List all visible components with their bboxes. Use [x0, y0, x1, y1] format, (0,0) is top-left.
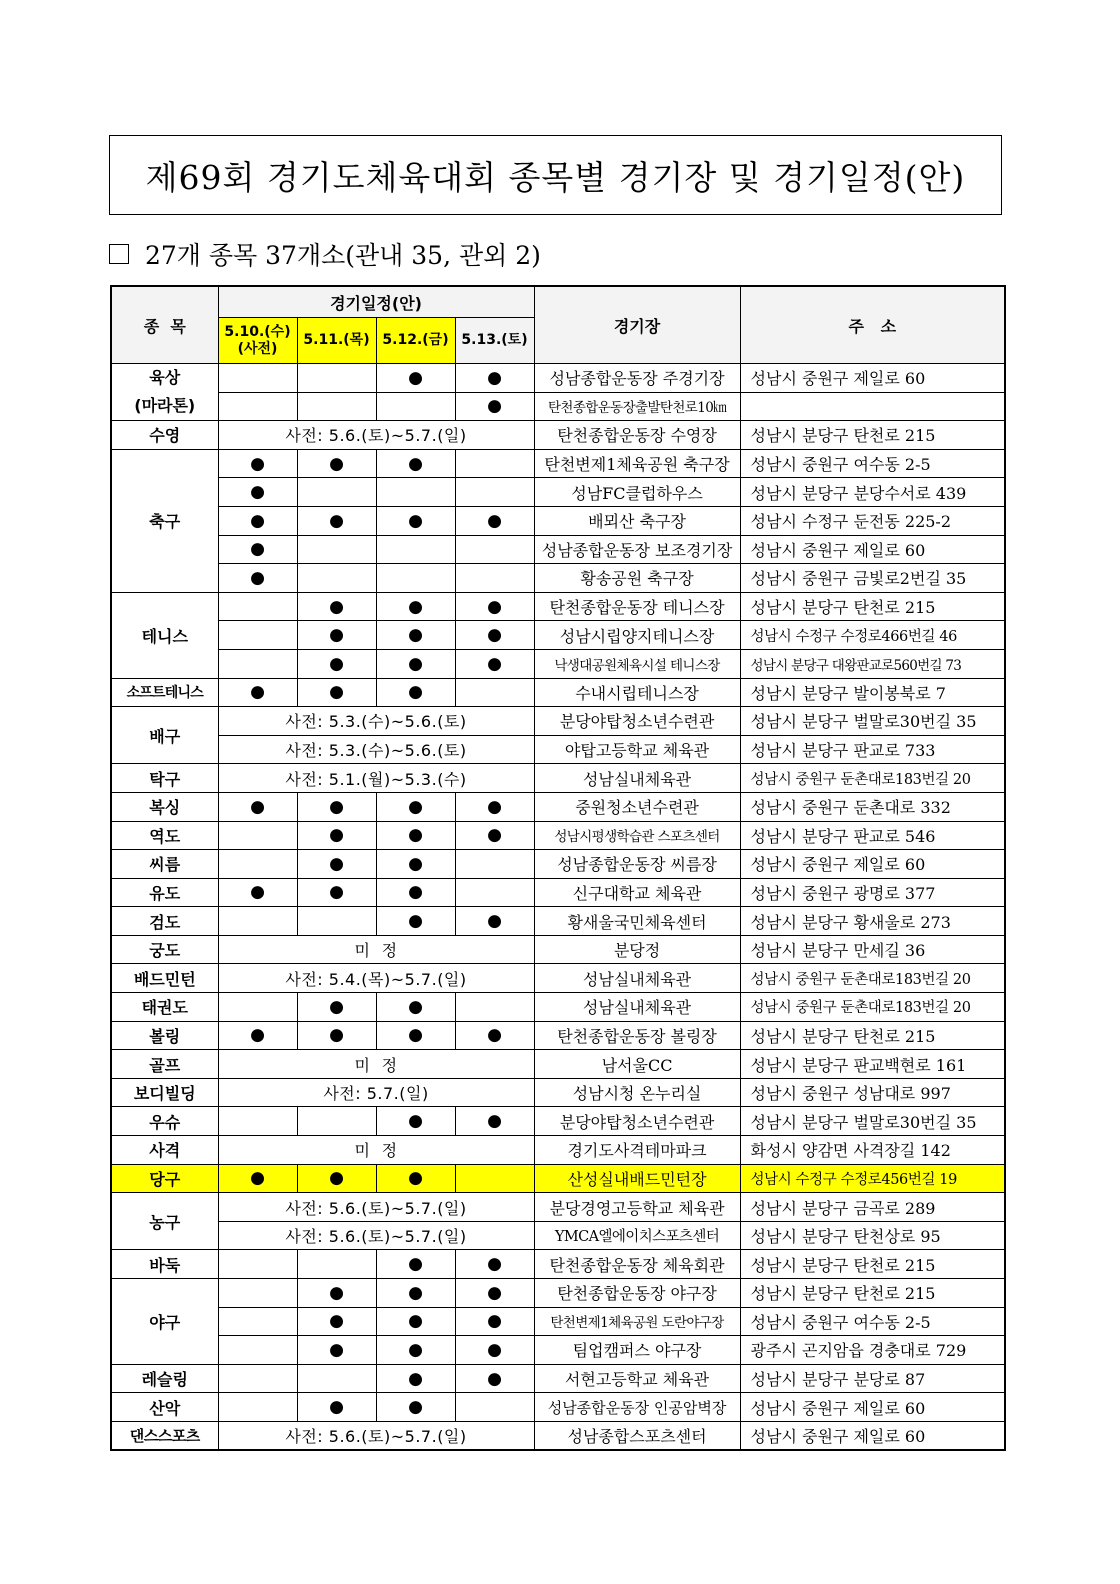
address-cell: 성남시 분당구 대왕판교로560번길 73: [740, 649, 1005, 678]
address-cell: 성남시 분당구 황새울로 273: [740, 907, 1005, 936]
address-cell: 성남시 분당구 판교로 733: [740, 735, 1005, 764]
sport-cell: 볼링: [111, 1021, 218, 1050]
table-row: [111, 707, 1005, 736]
sport-cell: 복싱: [111, 792, 218, 821]
header-schedule: 경기일정(안): [218, 286, 534, 318]
address-cell: 성남시 중원구 성남대로 997: [740, 1078, 1005, 1107]
sport-cell: 사격: [111, 1136, 218, 1165]
scheduled-dot: ●: [218, 478, 297, 507]
schedule-note: 사전: 5.6.(토)~5.7.(일): [218, 1193, 534, 1222]
venue-cell: 성남종합스포츠센터: [534, 1421, 740, 1450]
table-row: [111, 478, 1005, 507]
venue-cell: 산성실내배드민턴장: [534, 1164, 740, 1193]
table-row: [111, 821, 1005, 850]
sport-cell: 육상 (마라톤): [111, 364, 218, 421]
scheduled-dot: ●: [455, 592, 534, 621]
sport-cell: 레슬링: [111, 1364, 218, 1393]
scheduled-dot: ●: [455, 1250, 534, 1279]
sport-cell: 농구: [111, 1193, 218, 1250]
address-cell: 성남시 분당구 탄천상로 95: [740, 1221, 1005, 1250]
table-row: [111, 764, 1005, 793]
scheduled-dot: ●: [376, 993, 455, 1022]
venue-cell: 탄천종합운동장 수영장: [534, 421, 740, 450]
venue-cell: YMCA엘에이치스포츠센터: [534, 1221, 740, 1250]
sport-cell: 당구: [111, 1164, 218, 1193]
checkbox-icon: [109, 244, 129, 264]
table-row: [111, 792, 1005, 821]
scheduled-dot: ●: [376, 1164, 455, 1193]
scheduled-dot: ●: [297, 878, 376, 907]
table-row: [111, 735, 1005, 764]
subtitle-text: 27개 종목 37개소(관내 35, 관외 2): [145, 241, 541, 270]
scheduled-dot: ●: [376, 850, 455, 879]
address-cell: 성남시 분당구 벌말로30번길 35: [740, 1107, 1005, 1136]
address-cell: 성남시 중원구 둔촌대로 332: [740, 792, 1005, 821]
scheduled-dot: ●: [376, 1250, 455, 1279]
venue-cell: 성남종합운동장 보조경기장: [534, 535, 740, 564]
table-row: [111, 1279, 1005, 1308]
venue-cell: 탄천변제1체육공원 도란야구장: [534, 1307, 740, 1336]
scheduled-dot: ●: [376, 1021, 455, 1050]
venue-cell: 분당경영고등학교 체육관: [534, 1193, 740, 1222]
venue-cell: 경기도사격테마파크: [534, 1136, 740, 1165]
scheduled-dot: ●: [376, 907, 455, 936]
venue-cell: 배뫼산 축구장: [534, 506, 740, 535]
address-cell: 성남시 분당구 분당로 87: [740, 1364, 1005, 1393]
scheduled-dot: ●: [376, 649, 455, 678]
sport-cell: 배드민턴: [111, 964, 218, 993]
scheduled-dot: ●: [297, 649, 376, 678]
header-address: 주 소: [740, 286, 1005, 364]
scheduled-dot: ●: [455, 821, 534, 850]
schedule-note: 사전: 5.6.(토)~5.7.(일): [218, 1221, 534, 1250]
scheduled-dot: ●: [376, 506, 455, 535]
scheduled-dot: ●: [455, 1336, 534, 1365]
scheduled-dot: ●: [218, 1021, 297, 1050]
sport-cell: 궁도: [111, 935, 218, 964]
scheduled-dot: ●: [376, 1307, 455, 1336]
header-venue: 경기장: [534, 286, 740, 364]
scheduled-dot: ●: [376, 1393, 455, 1422]
scheduled-dot: ●: [376, 364, 455, 393]
venue-cell: 성남실내체육관: [534, 993, 740, 1022]
sport-cell: 야구: [111, 1279, 218, 1365]
table-row: [111, 935, 1005, 964]
scheduled-dot: ●: [455, 364, 534, 393]
schedule-note: 사전: 5.3.(수)~5.6.(토): [218, 707, 534, 736]
scheduled-dot: ●: [376, 1107, 455, 1136]
scheduled-dot: ●: [297, 1164, 376, 1193]
venue-cell: 탄천종합운동장 테니스장: [534, 592, 740, 621]
address-cell: 성남시 중원구 둔촌대로183번길 20: [740, 764, 1005, 793]
address-cell: 성남시 중원구 여수동 2-5: [740, 449, 1005, 478]
scheduled-dot: ●: [455, 792, 534, 821]
scheduled-dot: ●: [218, 1164, 297, 1193]
address-cell: [740, 392, 1005, 421]
scheduled-dot: ●: [218, 564, 297, 593]
venue-cell: 낙생대공원체육시설 테니스장: [534, 649, 740, 678]
address-cell: 성남시 분당구 판교로 546: [740, 821, 1005, 850]
scheduled-dot: ●: [455, 1307, 534, 1336]
sport-cell: 바둑: [111, 1250, 218, 1279]
table-row: [111, 1307, 1005, 1336]
venue-cell: 서현고등학교 체육관: [534, 1364, 740, 1393]
venue-cell: 탄천종합운동장 야구장: [534, 1279, 740, 1308]
table-row: [111, 649, 1005, 678]
scheduled-dot: ●: [218, 535, 297, 564]
schedule-table: [110, 285, 1006, 1451]
sport-cell: 골프: [111, 1050, 218, 1079]
address-cell: 성남시 중원구 제일로 60: [740, 535, 1005, 564]
scheduled-dot: ●: [455, 1364, 534, 1393]
sport-cell: 소프트테니스: [111, 678, 218, 707]
sport-cell: 태권도: [111, 993, 218, 1022]
address-cell: 성남시 중원구 제일로 60: [740, 850, 1005, 879]
address-cell: 성남시 중원구 둔촌대로183번길 20: [740, 993, 1005, 1022]
table-row: [111, 1193, 1005, 1222]
sport-cell: 검도: [111, 907, 218, 936]
document-title: 제69회 경기도체육대회 종목별 경기장 및 경기일정(안): [145, 157, 966, 197]
scheduled-dot: ●: [218, 678, 297, 707]
scheduled-dot: ●: [376, 621, 455, 650]
scheduled-dot: ●: [297, 621, 376, 650]
table-row: [111, 392, 1005, 421]
scheduled-dot: ●: [376, 678, 455, 707]
sport-cell: 수영: [111, 421, 218, 450]
address-cell: 성남시 분당구 탄천로 215: [740, 421, 1005, 450]
scheduled-dot: ●: [455, 1107, 534, 1136]
table-row: [111, 1021, 1005, 1050]
venue-cell: 탄천변제1체육공원 축구장: [534, 449, 740, 478]
title-box: [109, 135, 1002, 215]
venue-cell: 성남종합운동장 씨름장: [534, 850, 740, 879]
schedule-note: 사전: 5.7.(일): [218, 1078, 534, 1107]
address-cell: 성남시 중원구 금빛로2번길 35: [740, 564, 1005, 593]
table-row: [111, 993, 1005, 1022]
scheduled-dot: ●: [297, 1279, 376, 1308]
table-row: [111, 678, 1005, 707]
schedule-note: 사전: 5.1.(월)~5.3.(수): [218, 764, 534, 793]
address-cell: 성남시 분당구 벌말로30번길 35: [740, 707, 1005, 736]
table-row: [111, 1421, 1005, 1450]
schedule-note: 미 정: [218, 935, 534, 964]
venue-cell: 분당야탑청소년수련관: [534, 1107, 740, 1136]
scheduled-dot: ●: [297, 592, 376, 621]
address-cell: 성남시 분당구 탄천로 215: [740, 592, 1005, 621]
venue-cell: 성남종합운동장 인공암벽장: [534, 1393, 740, 1422]
venue-cell: 성남시청 온누리실: [534, 1078, 740, 1107]
table-row: [111, 1221, 1005, 1250]
scheduled-dot: ●: [376, 878, 455, 907]
schedule-note: 사전: 5.6.(토)~5.7.(일): [218, 1421, 534, 1450]
subtitle: [109, 236, 541, 272]
scheduled-dot: ●: [218, 449, 297, 478]
scheduled-dot: ●: [455, 621, 534, 650]
sport-cell: 우슈: [111, 1107, 218, 1136]
table-row: [111, 421, 1005, 450]
header-sport: 종 목: [111, 286, 218, 364]
venue-cell: 성남종합운동장 주경기장: [534, 364, 740, 393]
scheduled-dot: ●: [376, 449, 455, 478]
schedule-note: 미 정: [218, 1136, 534, 1165]
venue-cell: 분당야탑청소년수련관: [534, 707, 740, 736]
table-row: [111, 506, 1005, 535]
venue-cell: 수내시립테니스장: [534, 678, 740, 707]
table-row: [111, 964, 1005, 993]
venue-cell: 탄천종합운동장출발탄천로10㎞: [534, 392, 740, 421]
table-row: [111, 878, 1005, 907]
schedule-note: 사전: 5.3.(수)~5.6.(토): [218, 735, 534, 764]
venue-cell: 신구대학교 체육관: [534, 878, 740, 907]
scheduled-dot: ●: [455, 649, 534, 678]
address-cell: 성남시 분당구 금곡로 289: [740, 1193, 1005, 1222]
venue-cell: 성남시평생학습관 스포츠센터: [534, 821, 740, 850]
table-row: [111, 564, 1005, 593]
table-row: [111, 449, 1005, 478]
scheduled-dot: ●: [297, 1021, 376, 1050]
address-cell: 성남시 분당구 발이봉북로 7: [740, 678, 1005, 707]
sport-cell: 테니스: [111, 592, 218, 678]
sport-cell: 배구: [111, 707, 218, 764]
table-row: [111, 1336, 1005, 1365]
sport-cell: 역도: [111, 821, 218, 850]
scheduled-dot: ●: [376, 792, 455, 821]
address-cell: 광주시 곤지암읍 경충대로 729: [740, 1336, 1005, 1365]
sport-cell: 유도: [111, 878, 218, 907]
venue-cell: 황새울국민체육센터: [534, 907, 740, 936]
address-cell: 성남시 분당구 판교백현로 161: [740, 1050, 1005, 1079]
venue-cell: 성남시립양지테니스장: [534, 621, 740, 650]
scheduled-dot: ●: [376, 1364, 455, 1393]
venue-cell: 야탑고등학교 체육관: [534, 735, 740, 764]
address-cell: 성남시 중원구 제일로 60: [740, 1393, 1005, 1422]
scheduled-dot: ●: [455, 907, 534, 936]
scheduled-dot: ●: [297, 850, 376, 879]
table-row: [111, 621, 1005, 650]
schedule-note: 사전: 5.4.(목)~5.7.(일): [218, 964, 534, 993]
venue-cell: 남서울CC: [534, 1050, 740, 1079]
address-cell: 성남시 중원구 광명로 377: [740, 878, 1005, 907]
sport-cell: 탁구: [111, 764, 218, 793]
header-day-0512: 5.12.(금): [376, 318, 455, 364]
header-day-0510: 5.10.(수) (사전): [218, 318, 297, 364]
venue-cell: 탄천종합운동장 체육회관: [534, 1250, 740, 1279]
table-row: [111, 592, 1005, 621]
table-row-highlighted: [111, 1164, 1005, 1193]
table-row: [111, 364, 1005, 393]
venue-cell: 황송공원 축구장: [534, 564, 740, 593]
address-cell: 성남시 분당구 탄천로 215: [740, 1021, 1005, 1050]
scheduled-dot: ●: [376, 1279, 455, 1308]
scheduled-dot: ●: [218, 506, 297, 535]
table-row: [111, 1136, 1005, 1165]
table-row: [111, 850, 1005, 879]
scheduled-dot: ●: [297, 792, 376, 821]
scheduled-dot: ●: [297, 449, 376, 478]
scheduled-dot: ●: [218, 792, 297, 821]
address-cell: 성남시 중원구 제일로 60: [740, 1421, 1005, 1450]
address-cell: 성남시 수정구 수정로466번길 46: [740, 621, 1005, 650]
address-cell: 성남시 분당구 분당수서로 439: [740, 478, 1005, 507]
venue-cell: 탄천종합운동장 볼링장: [534, 1021, 740, 1050]
scheduled-dot: ●: [455, 1021, 534, 1050]
address-cell: 성남시 분당구 탄천로 215: [740, 1279, 1005, 1308]
sport-cell: 씨름: [111, 850, 218, 879]
address-cell: 성남시 분당구 탄천로 215: [740, 1250, 1005, 1279]
table-row: [111, 1078, 1005, 1107]
venue-cell: 중원청소년수련관: [534, 792, 740, 821]
venue-cell: 팀업캠퍼스 야구장: [534, 1336, 740, 1365]
scheduled-dot: ●: [455, 506, 534, 535]
scheduled-dot: ●: [376, 821, 455, 850]
schedule-note: 미 정: [218, 1050, 534, 1079]
venue-cell: 성남FC클럽하우스: [534, 478, 740, 507]
scheduled-dot: ●: [376, 592, 455, 621]
sport-cell: 산악: [111, 1393, 218, 1422]
header-day-0511: 5.11.(목): [297, 318, 376, 364]
scheduled-dot: ●: [297, 993, 376, 1022]
header-day-0513: 5.13.(토): [455, 318, 534, 364]
table-row: [111, 1364, 1005, 1393]
scheduled-dot: ●: [455, 392, 534, 421]
scheduled-dot: ●: [297, 678, 376, 707]
scheduled-dot: ●: [376, 1336, 455, 1365]
address-cell: 성남시 수정구 수정로456번길 19: [740, 1164, 1005, 1193]
address-cell: 성남시 중원구 제일로 60: [740, 364, 1005, 393]
table-row: [111, 907, 1005, 936]
address-cell: 성남시 수정구 둔전동 225-2: [740, 506, 1005, 535]
scheduled-dot: ●: [297, 1307, 376, 1336]
scheduled-dot: ●: [297, 506, 376, 535]
sport-cell: 댄스스포츠: [111, 1421, 218, 1450]
scheduled-dot: ●: [297, 1393, 376, 1422]
table-row: [111, 1050, 1005, 1079]
table-row: [111, 535, 1005, 564]
address-cell: 성남시 중원구 여수동 2-5: [740, 1307, 1005, 1336]
schedule-note: 사전: 5.6.(토)~5.7.(일): [218, 421, 534, 450]
address-cell: 화성시 양감면 사격장길 142: [740, 1136, 1005, 1165]
venue-cell: 성남실내체육관: [534, 964, 740, 993]
scheduled-dot: ●: [297, 821, 376, 850]
scheduled-dot: ●: [218, 878, 297, 907]
sport-cell: 보디빌딩: [111, 1078, 218, 1107]
scheduled-dot: ●: [297, 1336, 376, 1365]
venue-cell: 분당정: [534, 935, 740, 964]
sport-cell: 축구: [111, 449, 218, 592]
scheduled-dot: ●: [455, 1279, 534, 1308]
table-row: [111, 1393, 1005, 1422]
venue-cell: 성남실내체육관: [534, 764, 740, 793]
address-cell: 성남시 분당구 만세길 36: [740, 935, 1005, 964]
table-row: [111, 1250, 1005, 1279]
table-row: [111, 1107, 1005, 1136]
address-cell: 성남시 중원구 둔촌대로183번길 20: [740, 964, 1005, 993]
